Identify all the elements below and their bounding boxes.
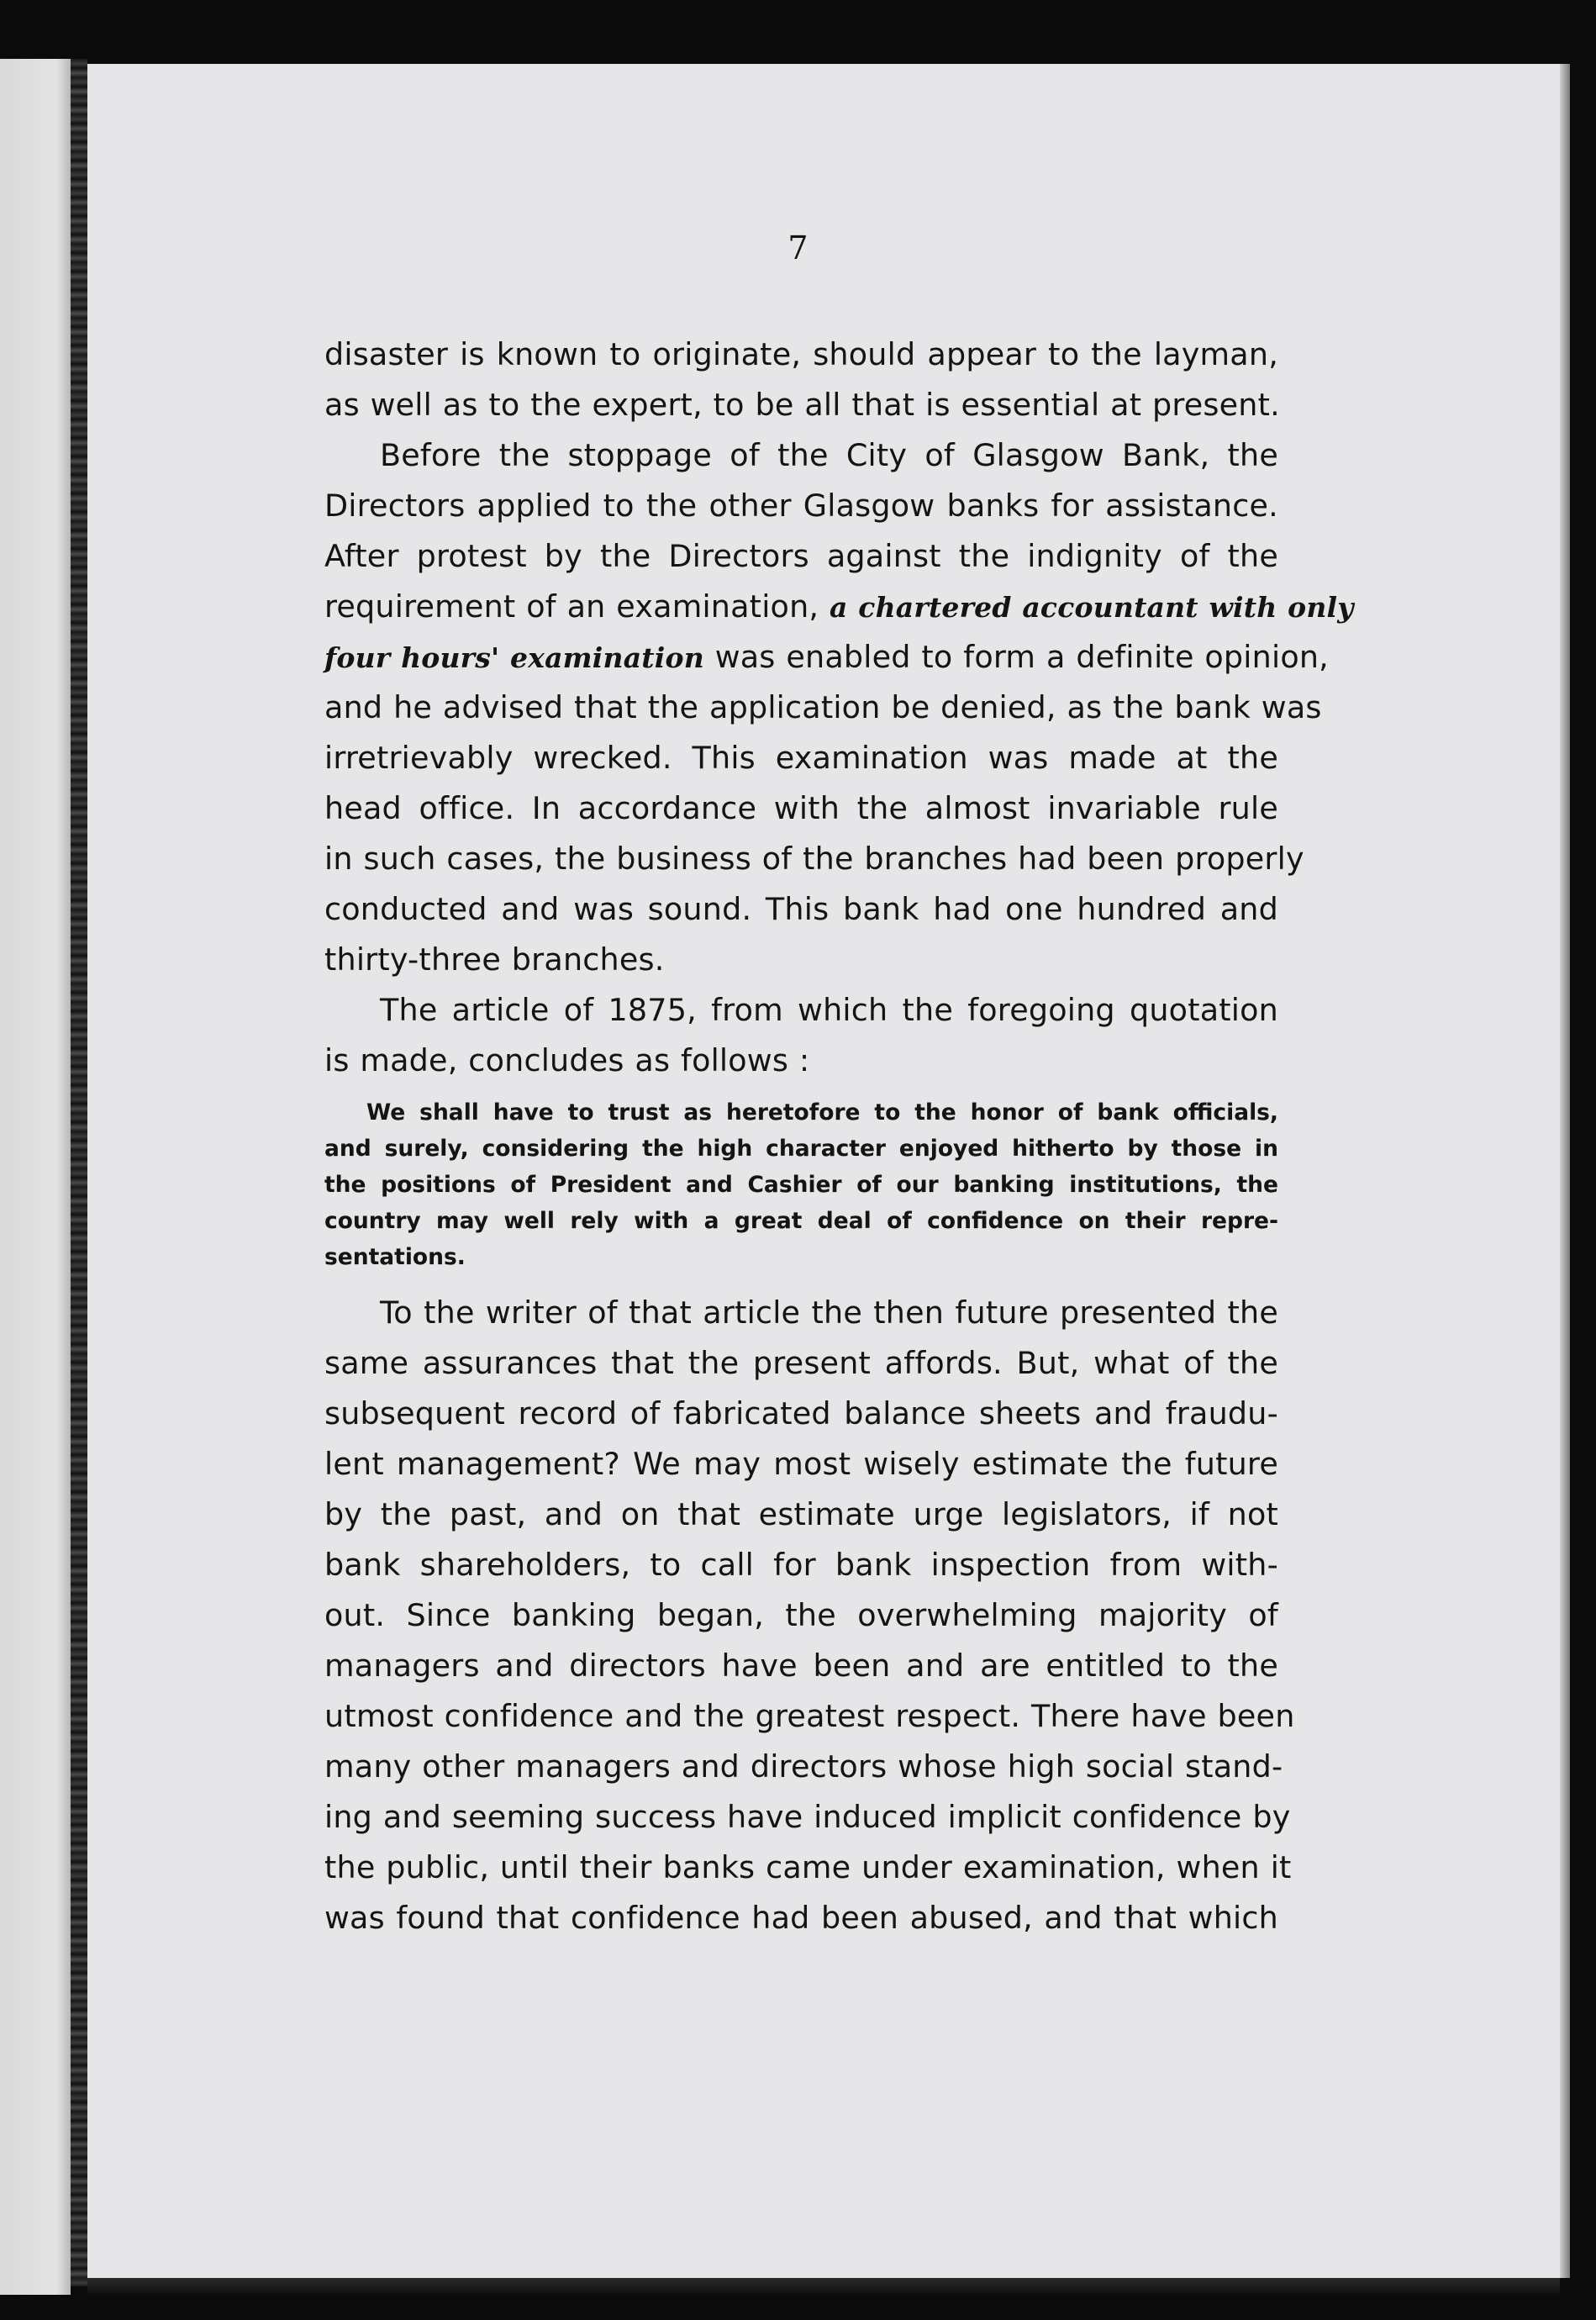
paragraph-2-line xyxy=(324,588,1354,627)
paragraph-4-line: many other managers and directors whose high social stand- xyxy=(324,1748,1283,1785)
paragraph-2-line: in such cases, the business of the branches had been properly xyxy=(324,841,1304,877)
italic-emphasis: a chartered accountant with only xyxy=(830,591,1354,624)
paragraph-2-line: After protest by the Directors against the indignity of the xyxy=(324,538,1278,574)
paragraph-4-line: the public, until their banks came under examination, when it xyxy=(324,1849,1292,1885)
paragraph-4-line: To the writer of that article the then future presented the xyxy=(380,1294,1278,1331)
page-bottom-shadow xyxy=(87,2278,1560,2296)
paragraph-2-line: and he advised that the application be denied, as the bank was xyxy=(324,689,1322,725)
page-right-edge xyxy=(1560,64,1570,2278)
paragraph-2-line: irretrievably wrecked. This examination was made at the xyxy=(324,740,1278,776)
paragraph-2-line: conducted and was sound. This bank had one hundred and xyxy=(324,891,1278,927)
paragraph-4-line: ing and seeming success have induced implicit confidence by xyxy=(324,1799,1291,1835)
paragraph-1-line: disaster is known to originate, should appear to the layman, xyxy=(324,336,1278,372)
paragraph-2-line xyxy=(324,638,1329,678)
paragraph-2-line: thirty-three branches. xyxy=(324,941,665,978)
paragraph-4-line: bank shareholders, to call for bank inspection from with- xyxy=(324,1547,1278,1583)
paragraph-4-line: utmost confidence and the greatest respect. There have been xyxy=(324,1698,1295,1734)
book-spine xyxy=(71,59,87,2286)
paragraph-1-line: as well as to the expert, to be all that is essential at present. xyxy=(324,387,1280,423)
block-quote-line: the positions of President and Cashier of our banking institutions, the xyxy=(324,1172,1278,1198)
paragraph-4-line: managers and directors have been and are entitled to the xyxy=(324,1648,1278,1684)
paragraph-4-line: same assurances that the present affords. But, what of the xyxy=(324,1345,1278,1381)
block-quote-line: sentations. xyxy=(324,1244,466,1270)
paragraph-2-line: head office. In accordance with the almost invariable rule xyxy=(324,790,1278,826)
paragraph-3-line: is made, concludes as follows : xyxy=(324,1042,810,1078)
facing-page-edge xyxy=(0,59,71,2295)
paragraph-2-text: was enabled to form a definite opinion, xyxy=(703,639,1329,675)
paragraph-2-line: Before the stoppage of the City of Glasgow Bank, the xyxy=(380,437,1278,473)
block-quote-line: We shall have to trust as heretofore to the honor of bank officials, xyxy=(366,1099,1278,1126)
paragraph-4-line: was found that confidence had been abused, and that which xyxy=(324,1900,1278,1936)
paragraph-4-line: out. Since banking began, the overwhelming majority of xyxy=(324,1597,1278,1633)
page-number: 7 xyxy=(787,229,809,266)
paragraph-4-line: by the past, and on that estimate urge legislators, if not xyxy=(324,1496,1278,1532)
block-quote-line: country may well rely with a great deal of confidence on their repre- xyxy=(324,1208,1278,1234)
paragraph-4-line: subsequent record of fabricated balance sheets and fraudu- xyxy=(324,1395,1278,1432)
paragraph-4-line: lent management? We may most wisely estimate the future xyxy=(324,1446,1278,1482)
block-quote-line: and surely, considering the high character enjoyed hitherto by those in xyxy=(324,1136,1278,1162)
paragraph-2-line: Directors applied to the other Glasgow banks for assistance. xyxy=(324,488,1278,524)
italic-emphasis: four hours' examination xyxy=(324,641,704,674)
paragraph-2-text: requirement of an examination, xyxy=(324,588,830,625)
paragraph-3-line: The article of 1875, from which the foregoing quotation xyxy=(380,992,1278,1028)
